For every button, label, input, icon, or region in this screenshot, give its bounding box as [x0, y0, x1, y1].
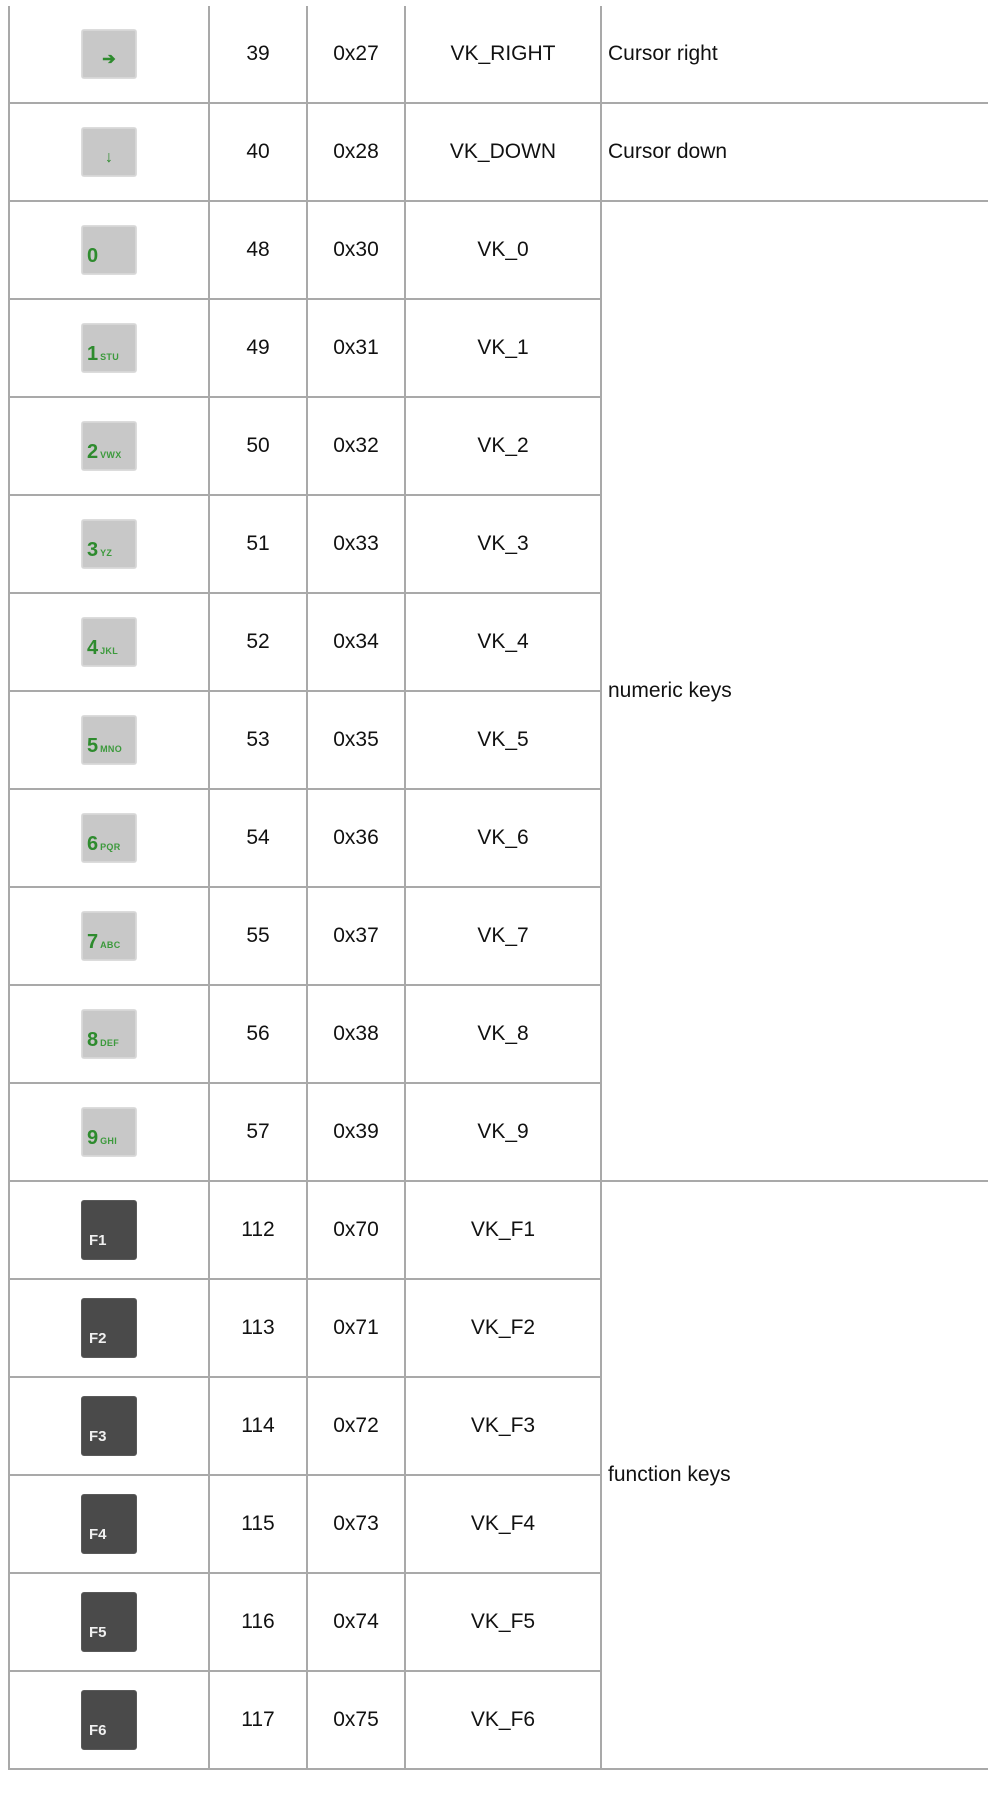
key-image-cell [9, 6, 209, 103]
function-key-icon [81, 1592, 137, 1652]
decimal-code: 53 [209, 691, 307, 789]
vk-constant: VK_F5 [405, 1573, 601, 1671]
hex-code: 0x33 [307, 495, 405, 593]
numeric-key-icon [81, 813, 137, 863]
hex-code: 0x75 [307, 1671, 405, 1769]
hex-code: 0x70 [307, 1181, 405, 1279]
key-image-cell [9, 1573, 209, 1671]
key-main-label: 9 [87, 1127, 99, 1149]
hex-code: 0x28 [307, 103, 405, 201]
group-label-numeric: numeric keys [601, 201, 988, 1181]
hex-code: 0x36 [307, 789, 405, 887]
vk-constant: VK_F6 [405, 1671, 601, 1769]
key-sub-label: DEF [100, 1038, 120, 1048]
decimal-code: 52 [209, 593, 307, 691]
numeric-key-icon [81, 1107, 137, 1157]
numeric-key-icon [81, 715, 137, 765]
numeric-key-icon [81, 519, 137, 569]
key-description: Cursor down [601, 103, 988, 201]
key-sub-label: PQR [100, 842, 121, 852]
table-row [9, 6, 988, 103]
key-sub-label: STU [100, 352, 120, 362]
down-arrow-key-icon [81, 127, 137, 177]
hex-code: 0x32 [307, 397, 405, 495]
vk-constant: VK_5 [405, 691, 601, 789]
decimal-code: 115 [209, 1475, 307, 1573]
decimal-code: 48 [209, 201, 307, 299]
decimal-code: 54 [209, 789, 307, 887]
vk-constant: VK_2 [405, 397, 601, 495]
table-row [9, 201, 988, 299]
decimal-code: 112 [209, 1181, 307, 1279]
key-image-cell [9, 495, 209, 593]
key-image-cell [9, 1083, 209, 1181]
key-main-label: 3 [87, 539, 99, 561]
key-image-cell [9, 201, 209, 299]
table-row [9, 103, 988, 201]
function-key-icon [81, 1396, 137, 1456]
decimal-code: 49 [209, 299, 307, 397]
vk-constant: VK_F4 [405, 1475, 601, 1573]
key-main-label: 8 [87, 1029, 99, 1051]
numeric-key-icon [81, 225, 137, 275]
decimal-code: 51 [209, 495, 307, 593]
hex-code: 0x37 [307, 887, 405, 985]
hex-code: 0x31 [307, 299, 405, 397]
key-main-label: F2 [89, 1330, 107, 1347]
key-main-label: F1 [89, 1232, 107, 1249]
function-key-icon [81, 1298, 137, 1358]
hex-code: 0x39 [307, 1083, 405, 1181]
decimal-code: 56 [209, 985, 307, 1083]
decimal-code: 39 [209, 6, 307, 103]
vk-constant: VK_6 [405, 789, 601, 887]
key-main-label: F4 [89, 1526, 107, 1543]
key-main-label: 6 [87, 833, 99, 855]
key-description: Cursor right [601, 6, 988, 103]
key-main-label: 4 [87, 637, 99, 659]
group-label-function: function keys [601, 1181, 988, 1769]
decimal-code: 50 [209, 397, 307, 495]
key-code-table [8, 6, 988, 1770]
decimal-code: 116 [209, 1573, 307, 1671]
down-arrow-icon: ↓ [105, 149, 113, 166]
key-sub-label: GHI [100, 1136, 118, 1146]
decimal-code: 40 [209, 103, 307, 201]
vk-constant: VK_F3 [405, 1377, 601, 1475]
vk-constant: VK_1 [405, 299, 601, 397]
key-image-cell [9, 1181, 209, 1279]
hex-code: 0x34 [307, 593, 405, 691]
key-image-cell [9, 691, 209, 789]
vk-constant: VK_4 [405, 593, 601, 691]
key-main-label: 7 [87, 931, 99, 953]
key-image-cell [9, 593, 209, 691]
decimal-code: 114 [209, 1377, 307, 1475]
key-sub-label: VWX [100, 450, 122, 460]
hex-code: 0x74 [307, 1573, 405, 1671]
key-sub-label: ABC [100, 940, 121, 950]
vk-constant: VK_F2 [405, 1279, 601, 1377]
hex-code: 0x73 [307, 1475, 405, 1573]
numeric-key-icon [81, 421, 137, 471]
hex-code: 0x27 [307, 6, 405, 103]
numeric-key-icon [81, 617, 137, 667]
vk-constant: VK_7 [405, 887, 601, 985]
key-sub-label: YZ [100, 548, 113, 558]
key-image-cell [9, 103, 209, 201]
hex-code: 0x71 [307, 1279, 405, 1377]
right-arrow-icon: ➔ [102, 51, 116, 68]
key-sub-label: MNO [100, 744, 123, 754]
vk-constant: VK_3 [405, 495, 601, 593]
decimal-code: 117 [209, 1671, 307, 1769]
key-image-cell [9, 887, 209, 985]
key-main-label: 2 [87, 441, 99, 463]
numeric-key-icon [81, 323, 137, 373]
vk-constant: VK_9 [405, 1083, 601, 1181]
hex-code: 0x38 [307, 985, 405, 1083]
hex-code: 0x35 [307, 691, 405, 789]
hex-code: 0x30 [307, 201, 405, 299]
key-image-cell [9, 1377, 209, 1475]
table-row [9, 1181, 988, 1279]
function-key-icon [81, 1494, 137, 1554]
numeric-key-icon [81, 911, 137, 961]
decimal-code: 57 [209, 1083, 307, 1181]
key-main-label: 5 [87, 735, 99, 757]
decimal-code: 55 [209, 887, 307, 985]
key-main-label: 0 [87, 245, 99, 267]
key-main-label: 1 [87, 343, 99, 365]
key-image-cell [9, 985, 209, 1083]
decimal-code: 113 [209, 1279, 307, 1377]
key-image-cell [9, 1475, 209, 1573]
key-main-label: F5 [89, 1624, 107, 1641]
vk-constant: VK_DOWN [405, 103, 601, 201]
hex-code: 0x72 [307, 1377, 405, 1475]
key-sub-label: JKL [100, 646, 119, 656]
key-image-cell [9, 1671, 209, 1769]
key-image-cell [9, 789, 209, 887]
vk-constant: VK_8 [405, 985, 601, 1083]
key-image-cell [9, 397, 209, 495]
key-main-label: F6 [89, 1722, 107, 1739]
vk-constant: VK_RIGHT [405, 6, 601, 103]
function-key-icon [81, 1690, 137, 1750]
key-image-cell [9, 299, 209, 397]
function-key-icon [81, 1200, 137, 1260]
vk-constant: VK_0 [405, 201, 601, 299]
vk-constant: VK_F1 [405, 1181, 601, 1279]
numeric-key-icon [81, 1009, 137, 1059]
right-arrow-key-icon [81, 29, 137, 79]
key-image-cell [9, 1279, 209, 1377]
key-main-label: F3 [89, 1428, 107, 1445]
